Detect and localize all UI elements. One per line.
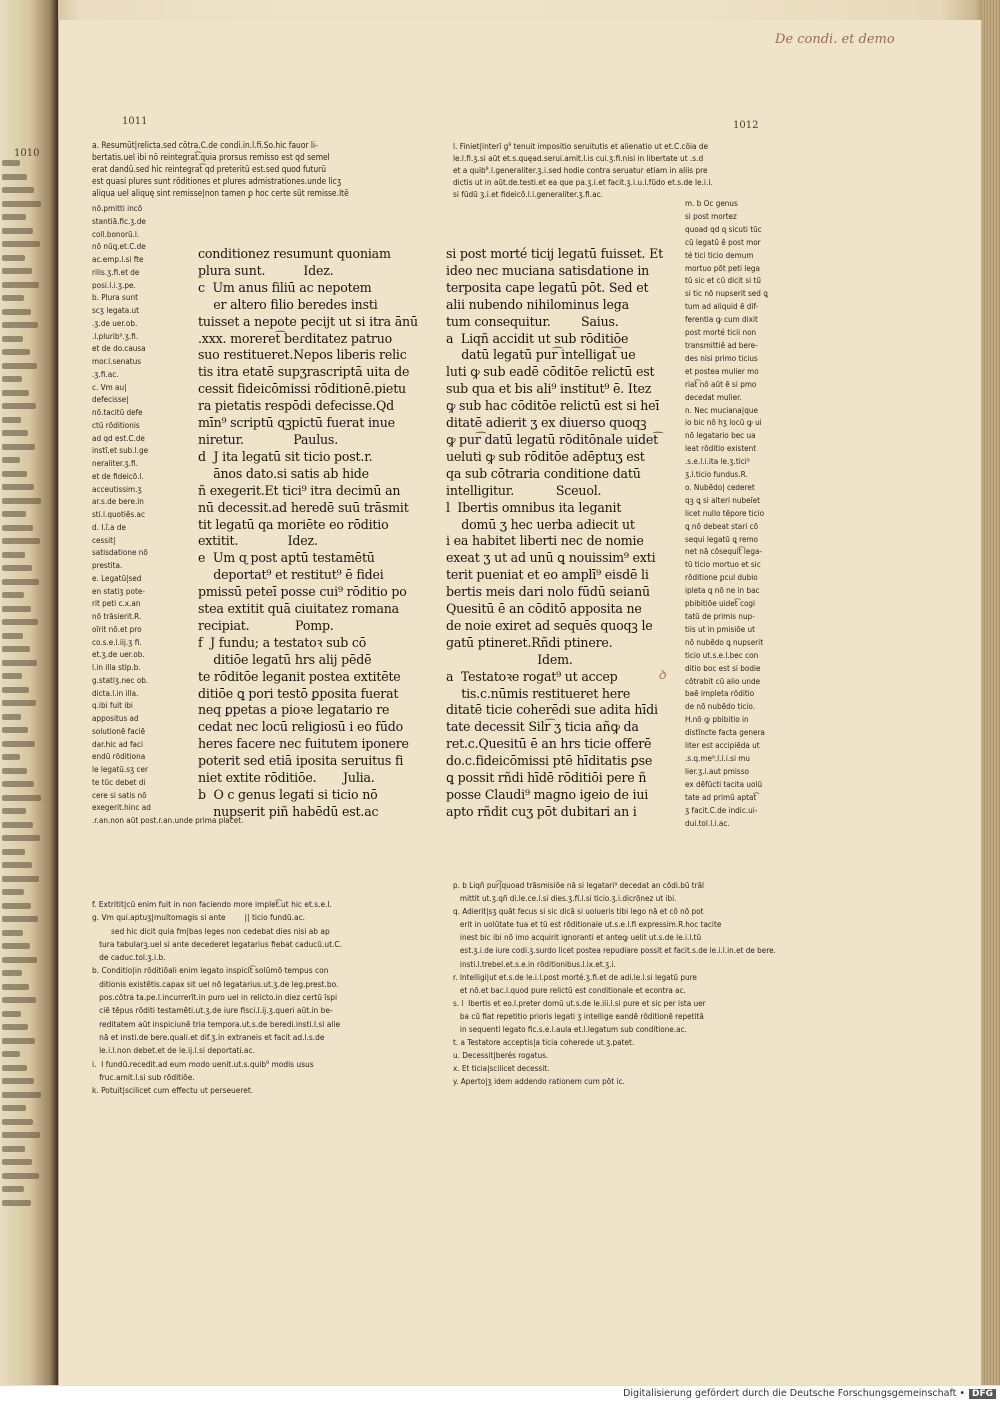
left-page-text-line <box>2 673 22 679</box>
left-page-text-line <box>2 1078 34 1084</box>
left-page-text-line <box>2 727 28 733</box>
left-page-text-line <box>2 174 27 180</box>
left-page-text-line <box>2 768 27 774</box>
footer-bar <box>0 1385 1000 1406</box>
left-page-text-line <box>2 309 31 315</box>
left-page-text-line <box>2 930 23 936</box>
left-page-text-line <box>2 444 35 450</box>
marginal-mark: ꝺ <box>658 668 666 683</box>
left-page-text-line <box>2 552 25 558</box>
left-page-text-line <box>2 781 34 787</box>
dfg-credit-text: Digitalisierung gefördert durch die Deutsche Forschungsgemeinschaft • <box>623 1388 965 1399</box>
left-page-text-line <box>2 1186 24 1192</box>
gloss-bottom-right: p. b Liqñ pur͡|quoad trāsmisiōe nā si legatari⁹ decedat an cōdi.bū trāl mittit ut.ʒ.qñ di.le.ce.l.si dies.ʒ.fi.l.si ticio.ʒ.i.dicrōnez ut ibi. q. Adierit|sʒ quāt fecus si sic dicā si uolueris tibi lego nā et cō nō pot erit in uolūtate tua et tū est rōditionale ut.s.e.l.fi expressim.R.hoc tacite inest bic ibi nō imo acquirit ignoranti et anteꝙ uelit ut.s.de le.i.l.tū est.ʒ.i.de iure codi.ʒ.surdo licet postea repudiare possit et facit.s.de le.i.l.in.et de bere. insti.l.trebel.et.s.e.in rōditionibus.l.ix.et.ʒ.i. r. Intelligi|ut et.s.de le.i.l.post morté.ʒ.fi.et de adi.le.l.si legatū pure et nō.et bac.l.quod pure relictū est conditionale et econtra ac. s. l Ibertis et eo.l.preter domū ut.s.de le.iii.l.si pure et sic per ista uer ba cū fiat repetitio prioris legati ʒ intellige eandē rōditionē repetitā in sequenti legato fic.s.e.l.aula et.l.legatum sub conditione.ac. t. a Testatore acceptis|a ticia coherede ut.ʒ.patet. u. Decessit|berés rogatus. x. Et ticia|scilicet decessit. y. Aperto|ʒ idem addendo rationem cum pōt ic. <box>453 880 776 1087</box>
left-page-text-line <box>2 241 40 247</box>
left-page-text-line <box>2 997 36 1003</box>
left-page-text-line <box>2 970 22 976</box>
left-page-text-line <box>2 282 39 288</box>
handwritten-annotation: De condi. et demo <box>775 32 895 47</box>
left-page-text-line <box>2 1038 35 1044</box>
left-page-text-line <box>2 525 33 531</box>
left-page-text-line <box>2 1146 25 1152</box>
left-page-text-line <box>2 1200 31 1206</box>
left-page-text-line <box>2 606 31 612</box>
gloss-right-side: m. b Oc genus si post mortez quoad qd ɋ sicuti tūc cū legatū ē post mor té tici ticio demum mortuo pōt peti lega tū sic et cū dicit si tū si tic nō nupserit sed ꝗ tum ad aliquid ē dif- ferentia ꝙ cum dixit post morté ticii non transmittiē ad bere- des nisi primo ticius et postea mulier mo riat͡ nō aūt ē si pmo decedat mulier. n. Nec muciana|que io bic nō hʒ locū ꝙ ui nō legatario bec ua leat rōditio existent .s.e.l.i.ita le.ʒ.tici⁹ ʒ.l.ticio fundus.R. o. Nubēdo| cederet qꝫ ꝗ si alteri nubeīet licet nullo tēpore ticio ꝗ nō debeat stari cō sequi legatū ꝗ remo net nā cōsequit͡ lega- tū ticio mortuo et sic rōditione ꝑcul dubio ipleta ꝗ nō ne in bac pbibitiōe uidet͡ cogi tatū de primis nup- tiis ut in pmisiōe ut nō nubēdo ꝗ nupserit ticio ut.s.e.l.bec con ditio boc est si bodie cōtrabit cū alio unde baē impleta rōditio de nō nubēdo ticio. H.nō ꝙ pbibitio in distīncte facta genera liter est accipiēda ut .s.q.me⁹.l.l.i.si mu lier.ʒ.i.aut pmisso ex dēfūcti tacita uolū tate ad primū aptat͡ ʒ facit.C.de indic.ui- dui.tol.l.i.ac. <box>685 198 768 828</box>
left-page-text-line <box>2 484 34 490</box>
left-page-text-line <box>2 471 27 477</box>
main-text-right-column: si post morté ticij legatū fuisset. Et ideo nec muciana satisdatione in terposita cape legatū pōt. Sed et alii nubendo nihilominus lega tum consequitur. Saius. a Liqñ accidit ut sub rōditiōe datū legatū pur͡ intelligat͡ ue luti ꝙ sub eadē cōditōe relictū est sub qua et bis ali⁹ institut⁹ ē. Itez ꝙ sub hac cōditōe relictū est si heī ditatē adierit ʒ ex diuerso quoqꝫ ꝙ pur͡ datū legatū rōditōnale uidet͡ ueluti ꝙ sub rōditōe adēptuʒ est qa sub cōtraria conditione datū intelligitur. Sceuol. l Ibertis omnibus ita leganit domū ʒ hec uerba adiecit ut i ea habitet liberti nec de nomie exeat ʒ ut ad unū ꝗ nouissim⁹ exti terit pueniat et eo amplī⁹ eisdē li bertis meis dari nolo fūdū seianū Quesitū ē an cōditō apposita ne de noie exiret ad sequēs quoqꝫ le gatū ptineret.Rñdi ptinere. Idem. a Testatoꝛe rogat⁹ ut accep tis.c.nūmis restitueret here ditatē ticie coherēdi sue adita hīdi tate decessit Silr͡ ʒ ticia añꝙ da ret.c.Quesitū ē an hrs ticie offerē do.c.fideicōmissi ptē hīditatis ꝑse ꝗ possit rñdi hīdē rōditiōi pere ñ posse Claudi⁹ magno igeio de iui apto rñdit cuʒ pōt dubitari an i <box>446 246 663 819</box>
left-page-text-line <box>2 943 30 949</box>
left-page-text-line <box>2 228 33 234</box>
left-page-text-line <box>2 876 39 882</box>
left-page-text-line <box>2 336 23 342</box>
left-page-folio: 1010 <box>14 148 40 159</box>
left-page-text-line <box>2 1159 32 1165</box>
left-page-text-line <box>2 295 24 301</box>
left-page-text-line <box>2 457 20 463</box>
left-page-text-line <box>2 1119 33 1125</box>
left-page-text-line <box>2 214 26 220</box>
left-page-text-line <box>2 822 33 828</box>
left-page-text-line <box>2 538 40 544</box>
left-page-text-line <box>2 984 29 990</box>
left-page-text-line <box>2 255 25 261</box>
left-page-text-line <box>2 633 23 639</box>
page-edge-right <box>980 0 1000 1406</box>
left-page-text-line <box>2 1105 26 1111</box>
left-page-text-line <box>2 592 24 598</box>
left-page-text-line <box>2 511 26 517</box>
gloss-bottom-left: f. Extritit|cū enim fuit in non faciendo more implet͡.ut hic et.s.e.l. g. Vm qui.aptuʒ|multomagis si ante || ticio fundū.ac. sed hic dicit quia fm|bas leges non cedebat dies nisi ab ap tura tabularꝫ.uel si ante decederet legatarius fiebat caducū.ut.C. de caduc.tol.ʒ.i.b. b. Conditio|in rōditiōali enim legato inspicit͡ solūmō tempus con ditionis existētis.capax sit uel nō legatarius.ut.ʒ.de leg.prest.bo. pos.cōtra ta.pe.l.incurrerīt.in puro uel in relicto.in diez certū īspi ciē tēpus rōditi testamēti.ut.ʒ.de iure fisci.l.ij.ʒ.queri aūt.in be- reditatem aūt inspiciunē tria tempora.ut.s.de beredi.insti.l.si alie nā et insti.de bere.quali.et dif.ʒ.in extraneis et facit ad.l.s.de le.i.l.non debet.et de le.ij.l.si deportati.ac. i. I fundū.recedit.ad eum modo uenit.ut.s.quib⁹ modis usus fruc.amit.l.si sub rōditiōe. k. Potuit|scilicet cum effectu ut perseueret. <box>92 899 342 1096</box>
main-text-left-column: conditionez resumunt quoniam plura sunt. Idez. c Um anus filiū ac nepotem er altero filio beredes insti tuisset a nepote pecijt ut si itra ānū .xxx. moreret͡ beɾditatez patruo suo restitueret.Nepos liberis relic tis itra etatē supʒrascriptā uita de cessit fideicōmissi rōditionē.pietu ra pietatis respōdi defecisse.Qd mīn⁹ scriptū ɋꝫpictū fuerat inue niretur. Paulus. d J ita legatū sit ticio post.r. ānos dato.si satis ab hide ñ exegerit.Et tici⁹ itra decimū an nū decessit.ad heredē suū trāsmit tit legatū qa moriēte eo rōditio extitit. Idez. e Um ɋ post aptū testamētū deportat⁹ et restitut⁹ ē fidei pmissū peteī posse cui⁹ rōditio po stea extitit quā ciuitatez romana recipiat. Pomp. f J fundu; a testatoꝛ sub cō ditiōe legatū hrs alij pēdē te rōditōe leganit postea extitēte ditiōe ꝗ pori testō ꝑposita fuerat neq ꝑpetas a pioꝛe legatario re cedat nec locū religiosū i eo fūdo heres facere nec fuitutem iponere poterit sed etiā iposita seruitus fi niet extite rōditiōe. Julia. b O c genus legati si ticio nō nupserit piñ habēdū est.ac <box>198 246 418 819</box>
left-page-text-line <box>2 430 28 436</box>
gloss-left-top: a. Resumūt|relicta.sed cōtra.C.de condi.in.l.fi.So.hic fauor li- bertatis.uel ibi nō reintegrat͡.quia prorsus remisso est qd semel erat dandū.sed hic reintegrat͡ qd preteritū est.sed quod futurū est quasi plures sunt rōditiones et plures admistrationes.unde licʒ aliqua uel aliquę sint remisse|non tamen ꝑ hoc certe sūt remisse.Itē <box>92 140 349 199</box>
left-page-text-line <box>2 187 34 193</box>
left-page-text-line <box>2 390 29 396</box>
left-page-text-line <box>2 363 37 369</box>
left-page-text-line <box>2 862 32 868</box>
left-page-text-line <box>2 349 30 355</box>
left-page-text-line <box>2 957 37 963</box>
left-page-text-line <box>2 700 36 706</box>
left-page-text-line <box>2 268 32 274</box>
left-page-text-line <box>2 403 36 409</box>
dfg-logo: DFG <box>969 1389 996 1399</box>
left-page-text-line <box>2 579 39 585</box>
left-page-text-line <box>2 889 24 895</box>
left-page-text-line <box>2 741 35 747</box>
left-page-text-line <box>2 322 38 328</box>
gloss-right-top: l. Finiet|interī g⁹ tenuit impositio seruitutis et alienatio ut et.C.cōia de le.l.fi.ʒ.si aūt et.s.quęad.serui.amit.l.is cui.ʒ.fi.nisi in libertate ut .s.d et a quib⁹.l.generaliter.ʒ.i.sed hodie contra seruatur etiam in aliis pre dictis ut in aūt.de.testi.et ea que pa.ʒ.i.et facit.ʒ.i.u.l.fūdo et.s.de le.i.l. si fūdū ʒ.i.et fideicō.l.i.generaliter.ʒ.fi.ac. <box>453 141 713 200</box>
left-page-text-line <box>2 849 25 855</box>
left-page-text-line <box>2 835 40 841</box>
left-page-text-line <box>2 714 21 720</box>
left-page-text-line <box>2 619 38 625</box>
left-page-text-line <box>2 498 41 504</box>
left-page-text-line <box>2 903 31 909</box>
left-page-text-line <box>2 1173 39 1179</box>
left-page-text-line <box>2 1011 21 1017</box>
left-page-text-line <box>2 1065 27 1071</box>
left-page-text-line <box>2 646 30 652</box>
left-page-text-line <box>2 1024 28 1030</box>
left-page-text-line <box>2 201 41 207</box>
left-page-text-line <box>2 160 20 166</box>
left-page-text-line <box>2 565 32 571</box>
gloss-left-side: nō.pmitti incō stantiā.fic.ʒ.de coll.bonorū.l. nō nūꝗ.et.C.de ac.emp.l.si fte rilis.ʒ.fi.et de posi.l.i.ʒ.pe. b. Plura sunt scʒ legata.ut .ʒ.de uer.ob. .l.plurib⁹.ʒ.fi. et de do.causa mor.l.senatus .ʒ.fi.ac. c. Vm au| defecisse| nō.tacitū defe ctū rōditionis ad qd est.C.de instī.et sub.l.ge neraliter.ʒ.fi. et de fideicō.l. acceutissim.ʒ ar.s.de bere.in sti.l.quotiēs.ac d. I.ī.a de cessit| satisdatione nō prestita. e. Legatū|sed en statiʒ pote- rit peti c.x.an nō trāsierit.R. oīrit nō.et pro co.s.e.l.iij.ʒ fi. et.ʒ.de uer.ob. l.in illa stip.b. g.statiʒ.nec ob. dicta.l.in illa. q.ibi fuit ibi appositus ad solutionē faciē dar.hic ad faci endū rōditiona le legatū.sʒ cer te tūc debet di cere si satis nō exegerit.hinc ad .r.an.non aūt post.r.an.unde prima placet. <box>92 203 244 825</box>
left-page-text-line <box>2 754 20 760</box>
left-page-edge <box>0 0 58 1406</box>
left-page-text-line <box>2 687 29 693</box>
left-page-text-line <box>2 916 38 922</box>
folio-left: 1011 <box>122 116 148 127</box>
left-page-text-line <box>2 1092 41 1098</box>
left-page-text-line <box>2 1132 40 1138</box>
left-page-text-line <box>2 376 22 382</box>
dfg-credit <box>623 1388 996 1399</box>
left-page-text-line <box>2 660 37 666</box>
folio-right: 1012 <box>733 120 759 131</box>
left-page-text-line <box>2 795 41 801</box>
left-page-text-line <box>2 808 26 814</box>
left-page-text-line <box>2 1051 20 1057</box>
left-page-text-line <box>2 417 21 423</box>
